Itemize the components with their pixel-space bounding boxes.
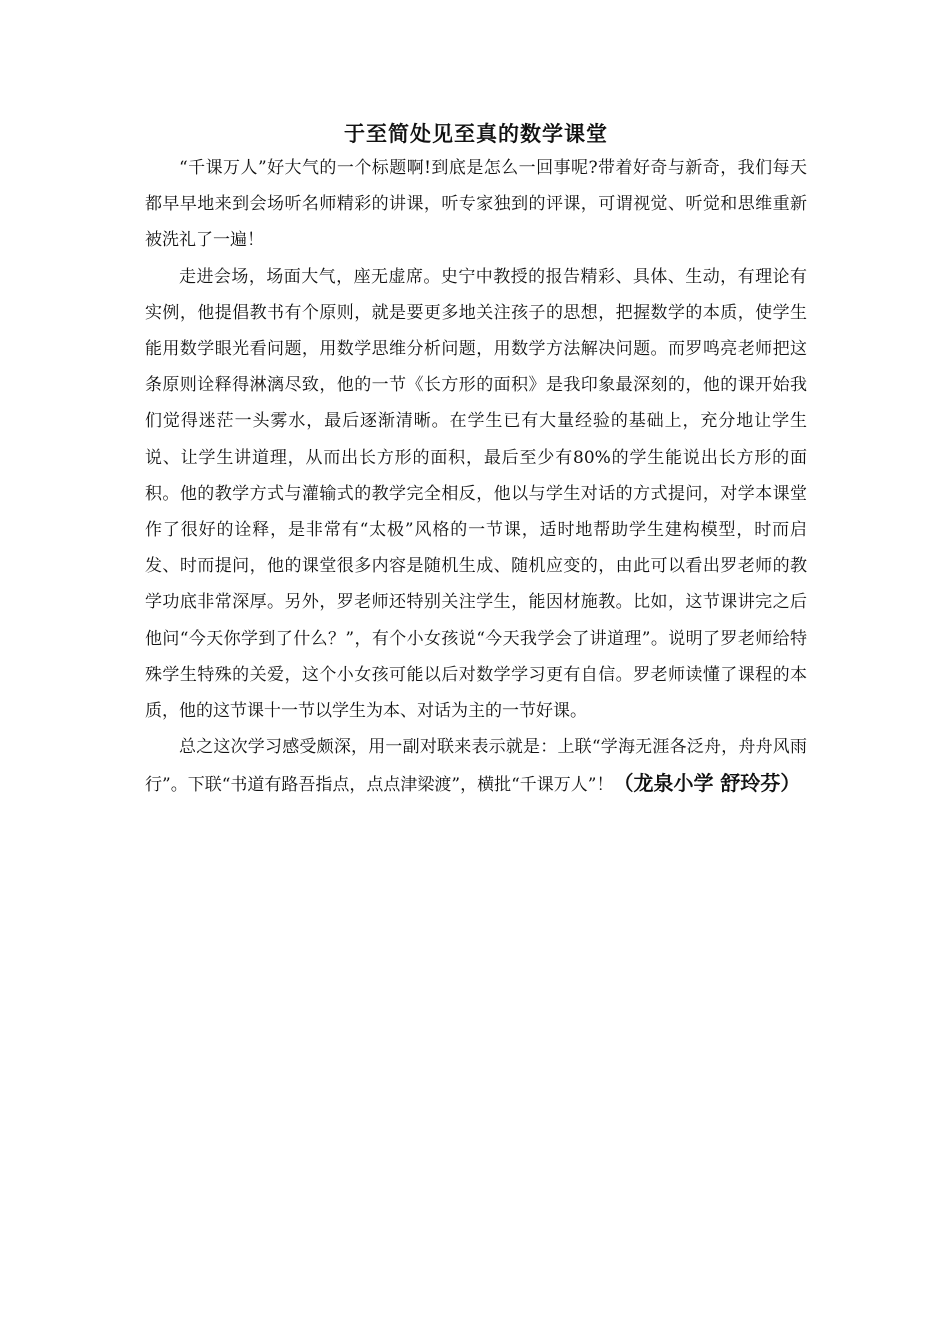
paragraph-conclusion xyxy=(145,729,807,803)
conclusion-text: 总之这次学习感受颇深，用一副对联来表示就是：上联“学海无涯各泛舟，舟舟风雨行”。下联“书道有路吾指点，点点津梁渡”，横批“千课万人”！ xyxy=(145,737,807,796)
document-page xyxy=(145,118,807,804)
author-signature: （龙泉小学 舒玲芬） xyxy=(613,771,801,796)
paragraph-body: 走进会场，场面大气，座无虚席。史宁中教授的报告精彩、具体、生动，有理论有实例，他提倡教书有个原则，就是要更多地关注孩子的思想，把握数学的本质，使学生能用数学眼光看问题，用数学思维分析问题，用数学方法解决问题。而罗鸣亮老师把这条原则诠释得淋漓尽致，他的一节《长方形的面积》是我印象最深刻的，他的课开始我们觉得迷茫一头雾水，最后逐渐清晰。在学生已有大量经验的基础上，充分地让学生说、让学生讲道理，从而出长方形的面积，最后至少有80%的学生能说出长方形的面积。他的教学方式与灌输式的教学完全相反，他以与学生对话的方式提问，对学本课堂作了很好的诠释，是非常有“太极”风格的一节课，适时地帮助学生建构模型，时而启发、时而提问，他的课堂很多内容是随机生成、随机应变的，由此可以看出罗老师的教学功底非常深厚。另外，罗老师还特别关注学生，能因材施教。比如，这节课讲完之后他问“今天你学到了什么？”，有个小女孩说“今天我学会了讲道理”。说明了罗老师给特殊学生特殊的关爱，这个小女孩可能以后对数学学习更有自信。罗老师读懂了课程的本质，他的这节课十一节以学生为本、对话为主的一节好课。 xyxy=(145,266,807,722)
paragraph-intro: “千课万人”好大气的一个标题啊!到底是怎么一回事呢?带着好奇与新奇，我们每天都早早地来到会场听名师精彩的讲课，听专家独到的评课，可谓视觉、听觉和思维重新被洗礼了一遍！ xyxy=(145,158,807,251)
document-title: 于至简处见至真的数学课堂 xyxy=(344,122,608,146)
